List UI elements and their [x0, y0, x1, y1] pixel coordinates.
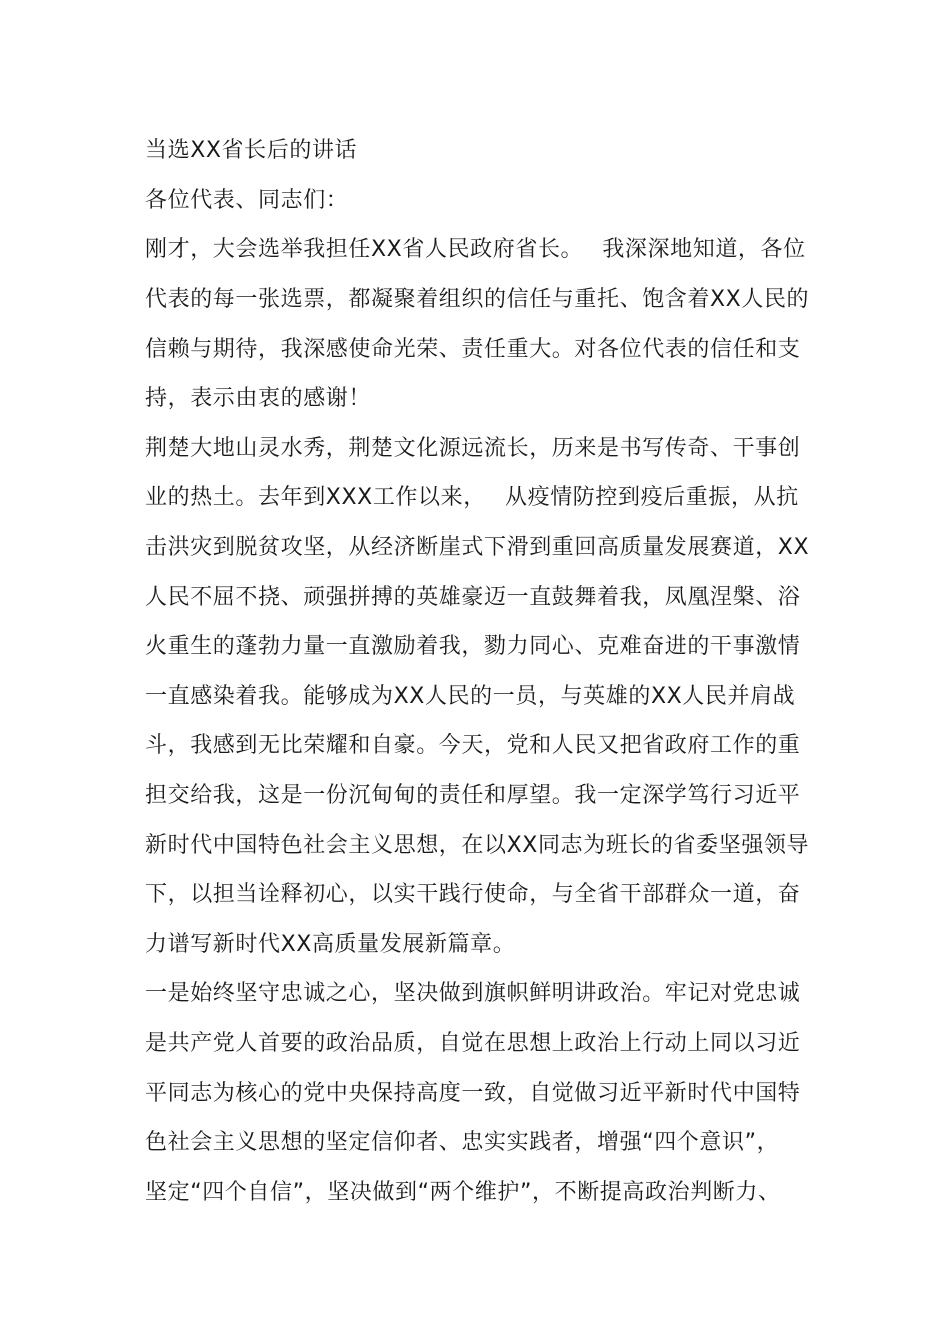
- text-line: 色社会主义思想的坚定信仰者、忠实实践者，增强“四个意识”，: [145, 1130, 780, 1155]
- text-line: 人民不屈不挠、顽强拼搏的英雄豪迈一直鼓舞着我，凤凰涅槃、浴: [145, 585, 801, 610]
- text-line: 担交给我，这是一份沉甸甸的责任和厚望。我一定深学笃行习近平: [145, 783, 801, 808]
- text-line: 刚才，大会选举我担任XX省人民政府省长。 我深深地知道，各位: [145, 237, 806, 262]
- text-line: 斗，我感到无比荣耀和自豪。今天，党和人民又把省政府工作的重: [145, 733, 801, 758]
- text-line: 平同志为核心的党中央保持高度一致，自觉做习近平新时代中国特: [145, 1081, 801, 1106]
- text-line: 是共产党人首要的政治品质，自觉在思想上政治上行动上同以习近: [145, 1031, 801, 1056]
- text-line: 持，表示由衷的感谢！: [145, 386, 372, 411]
- text-line: 业的热土。去年到XXX工作以来， 从疫情防控到疫后重振，从抗: [145, 485, 799, 510]
- salutation: 各位代表、同志们：: [145, 188, 349, 213]
- text-line: 击洪灾到脱贫攻坚，从经济断崖式下滑到重回高质量发展赛道，XX: [145, 535, 810, 560]
- text-line: 新时代中国特色社会主义思想，在以XX同志为班长的省委坚强领导: [145, 833, 810, 858]
- text-line: 下，以担当诠释初心，以实干践行使命，与全省干部群众一道，奋: [145, 882, 801, 907]
- text-line: 一直感染着我。能够成为XX人民的一员，与英雄的XX人民并肩战: [145, 684, 796, 709]
- text-line: 力谱写新时代XX高质量发展新篇章。: [145, 932, 516, 957]
- text-line: 坚定“四个自信”，坚决做到“两个维护”，不断提高政治判断力、: [145, 1180, 781, 1205]
- text-line: 信赖与期待，我深感使命光荣、责任重大。对各位代表的信任和支: [145, 337, 801, 362]
- text-line: 代表的每一张选票，都凝聚着组织的信任与重托、饱含着XX人民的: [145, 287, 810, 312]
- text-line: 荆楚大地山灵水秀，荆楚文化源远流长，历来是书写传奇、干事创: [145, 436, 801, 461]
- text-line: 一是始终坚守忠诚之心，坚决做到旗帜鲜明讲政治。牢记对党忠诚: [145, 981, 801, 1006]
- document-title: 当选XX省长后的讲话: [145, 138, 358, 163]
- text-line: 火重生的蓬勃力量一直激励着我，勠力同心、克难奋进的干事激情: [145, 634, 801, 659]
